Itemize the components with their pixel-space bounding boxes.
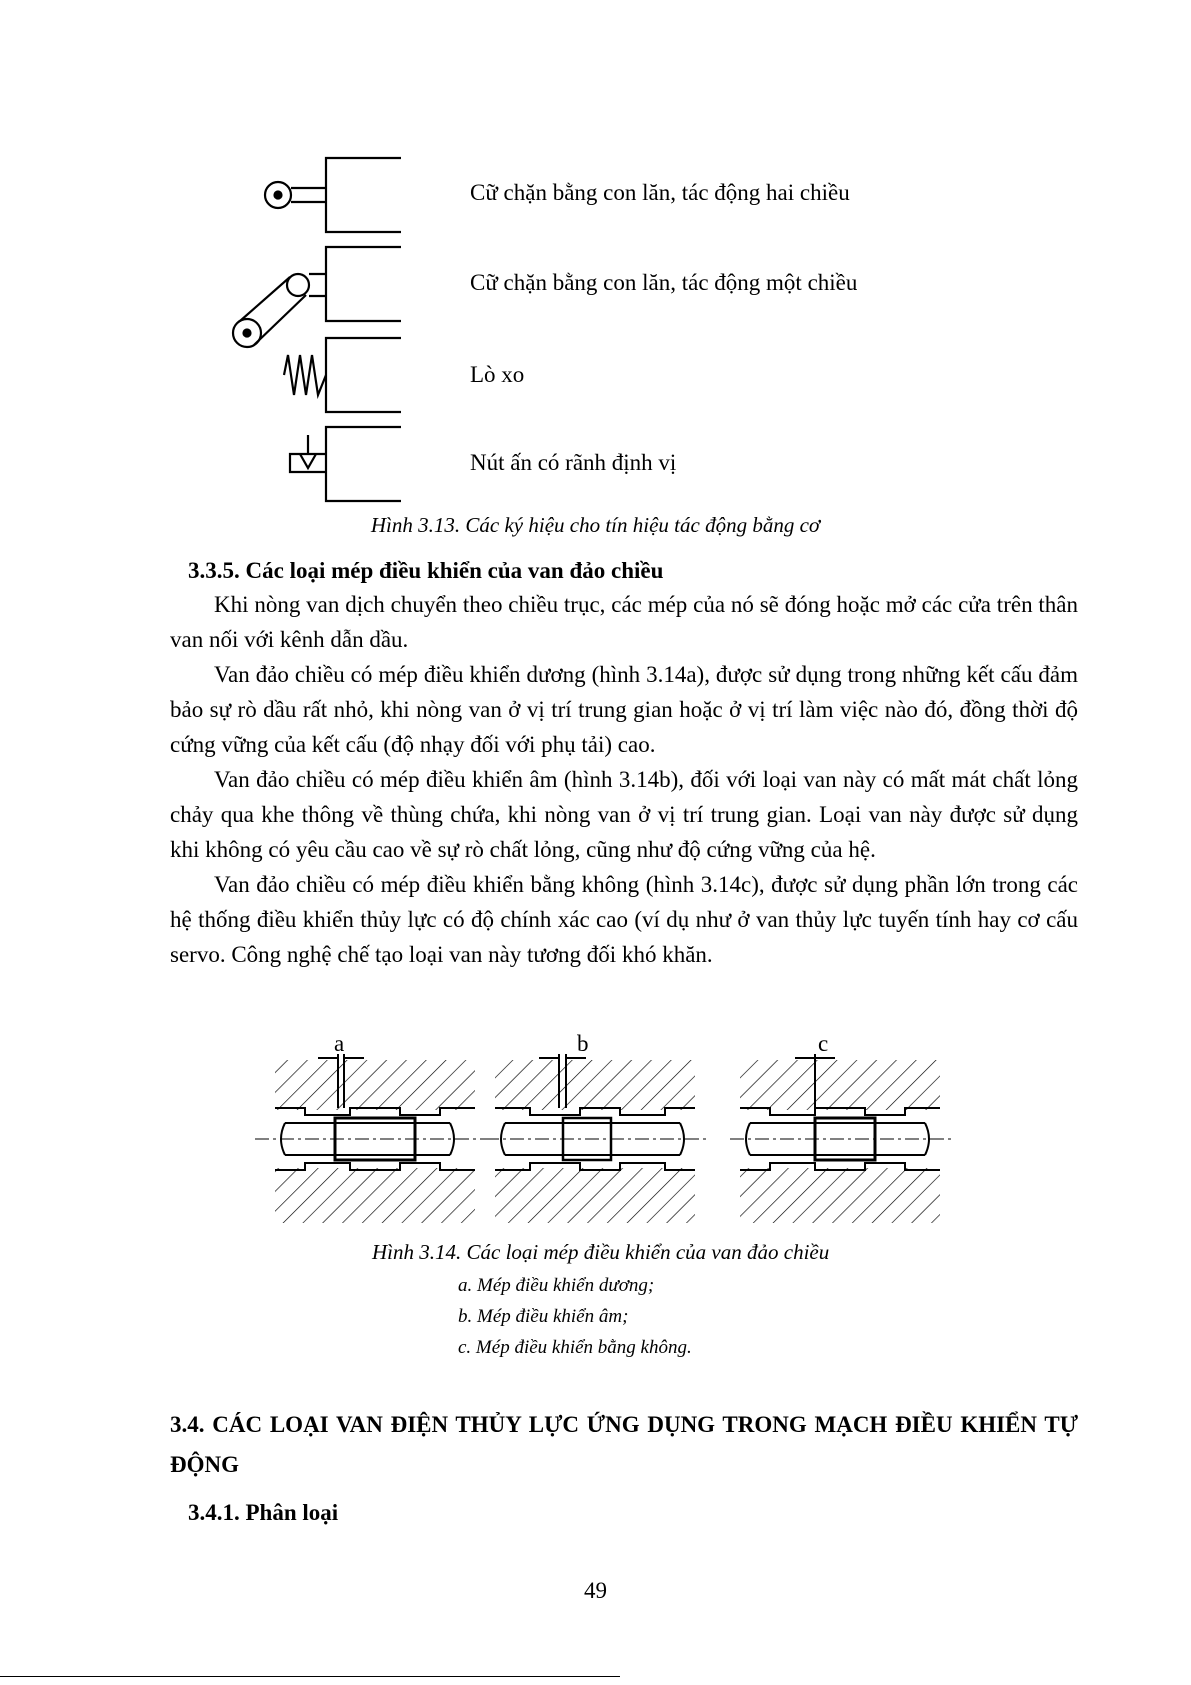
valve-positive-lap [255,1054,490,1223]
fig313-item-4: Nút ấn có rãnh định vị [470,450,677,475]
section-335-body [170,587,1078,972]
label-c: c [818,1031,829,1056]
footer-rule [0,1676,620,1677]
page-number: 49 [584,1578,607,1603]
section-341-heading: 3.4.1. Phân loại [188,1500,339,1525]
fig314-sub-c: c. Mép điều khiển bằng không. [458,1337,692,1358]
label-a: a [334,1031,345,1056]
fig313-item-3: Lò xo [470,362,525,387]
roller-one-way-icon [233,247,401,347]
fig314-valves [250,1018,980,1228]
section-335-heading: 3.3.5. Các loại mép điều khiển của van đảo chiều [188,558,664,583]
paragraph-4: Van đảo chiều có mép điều khiển bằng không (hình 3.14c), được sử dụng phần lớn trong các hệ thống điều khiển thủy lực có độ chính xác cao (ví dụ như ở van thủy lực tuyến tính hay cơ cấu servo. Công nghệ chế tạo loại van này tương đối khó khăn. [170,872,1078,967]
paragraph-1: Khi nòng van dịch chuyển theo chiều trục, các mép của nó sẽ đóng hoặc mở các cửa trên thân van nối với kênh dẫn dầu. [170,592,1078,652]
fig313-item-2: Cữ chặn bằng con lăn, tác động một chiều [470,270,858,295]
fig314-caption: Hình 3.14. Các loại mép điều khiển của van đảo chiều [372,1240,830,1264]
spring-icon [284,338,401,412]
roller-two-way-icon [265,158,401,232]
paragraph-2: Van đảo chiều có mép điều khiển dương (hình 3.14a), được sử dụng trong những kết cấu đảm bảo sự rò dầu rất nhỏ, khi nòng van ở vị trí trung gian hoặc ở vị trí làm việc nào đó, đồng thời độ cứng vững của kết cấu (độ nhạy đối với phụ tải) cao. [170,662,1078,757]
valve-negative-lap [485,1054,710,1223]
section-34-heading: 3.4. CÁC LOẠI VAN ĐIỆN THỦY LỰC ỨNG DỤNG TRONG MẠCH ĐIỀU KHIỂN TỰ ĐỘNG [170,1412,1078,1477]
label-b: b [577,1031,589,1056]
fig313-symbols [220,150,420,510]
valve-zero-lap [730,1054,955,1223]
fig314-sub-a: a. Mép điều khiển dương; [458,1275,655,1296]
fig314-sub-b: b. Mép điều khiển âm; [458,1306,629,1327]
paragraph-3: Van đảo chiều có mép điều khiển âm (hình 3.14b), đối với loại van này có mất mát chất lỏng chảy qua khe thông về thùng chứa, khi nòng van ở vị trí trung gian. Loại van này được sử dụng khi không có yêu cầu cao về sự rò chất lỏng, cũng như độ cứng vững của hệ. [170,767,1078,862]
fig314-sublist [458,1270,692,1363]
detent-push-button-icon [290,427,401,501]
fig313-caption: Hình 3.13. Các ký hiệu cho tín hiệu tác động bằng cơ [370,513,821,537]
fig313-item-1: Cữ chặn bằng con lăn, tác động hai chiều [470,180,850,205]
